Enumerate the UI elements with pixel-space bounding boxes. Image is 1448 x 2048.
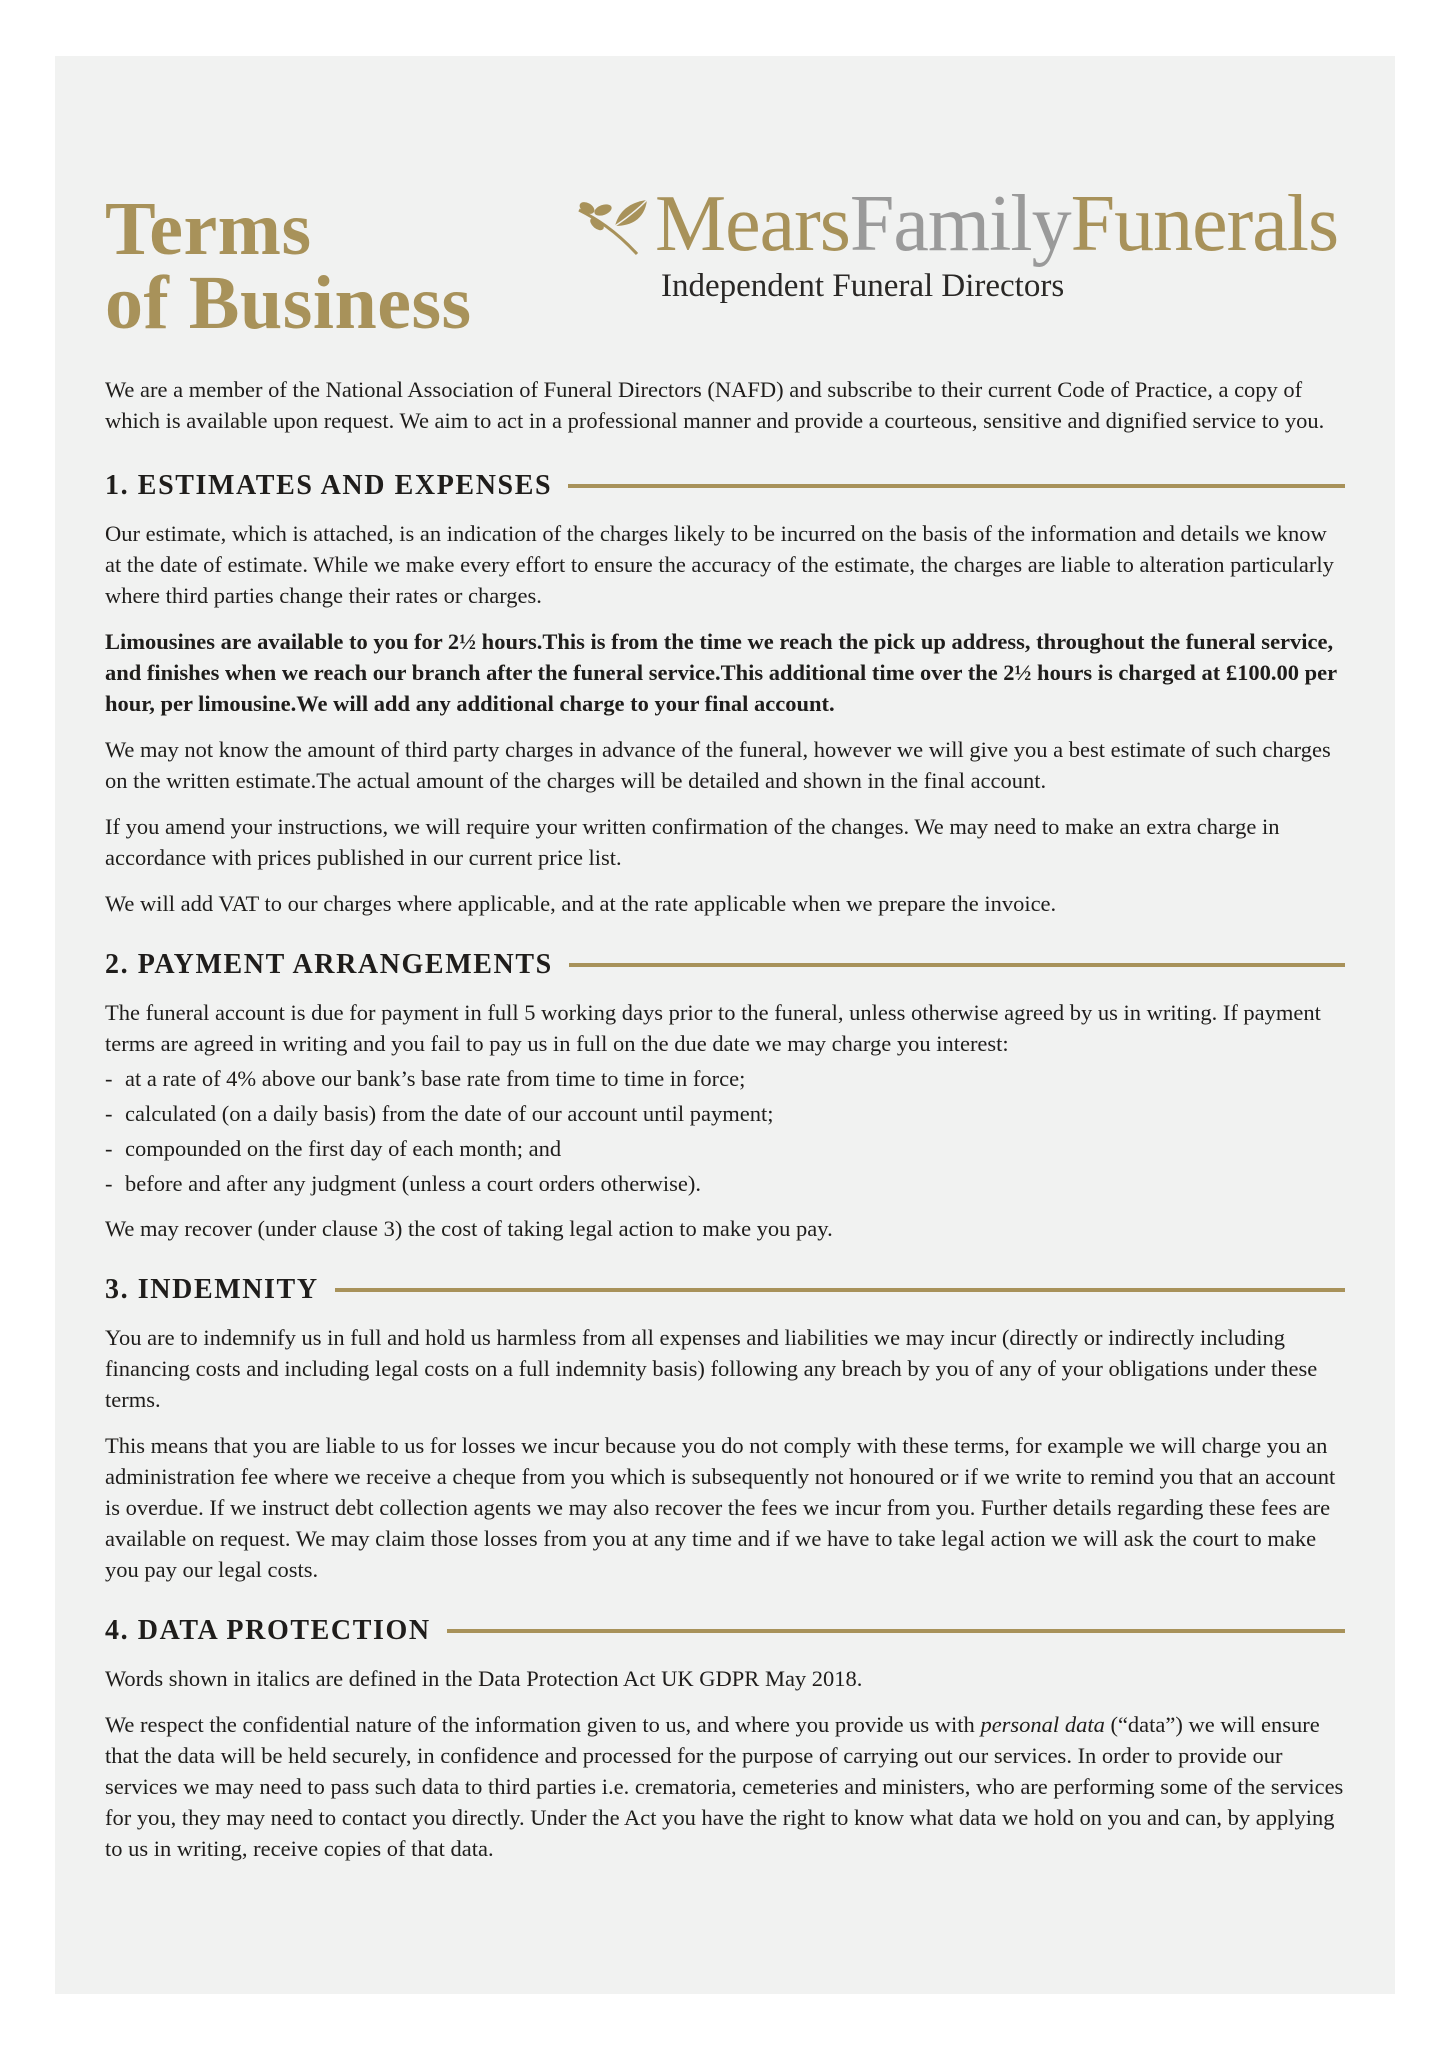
- data-text-before: We respect the confidential nature of the information given to us, and where you provide us with: [105, 1712, 981, 1737]
- heading-rule: [335, 1288, 1345, 1292]
- payment-paragraph-1: The funeral account is due for payment in full 5 working days prior to the funeral, unless otherwise agreed by us in writing. If payment terms are agreed in writing and you fail to pay us in full on the due date we may charge you interest:: [105, 1000, 1321, 1056]
- estimates-paragraph-1: Our estimate, which is attached, is an indication of the charges likely to be incurred on the basis of the information and details we know at the date of estimate. While we make every effort to ensure the accuracy of the estimate, the charges are liable to alteration particularly where third parties change their rates or charges.: [105, 521, 1334, 608]
- logo-word-family: Family: [849, 180, 1071, 268]
- logo-wordmark: [655, 178, 1338, 270]
- logo-tagline: Independent Funeral Directors: [661, 268, 1065, 304]
- estimates-paragraph-4: If you amend your instructions, we will require your written confirmation of the changes. We may need to make an extra charge in accordance with prices published in our current price list.: [105, 814, 1280, 870]
- data-protection-paragraph-2: [105, 1709, 1345, 1864]
- estimates-paragraph-3: We may not know the amount of third party charges in advance of the funeral, however we will give you a best estimate of such charges on the written estimate.The actual amount of the charges will be detailed and shown in the final account.: [105, 737, 1331, 793]
- limousine-paragraph: Limousines are available to you for 2½ hours.This is from the time we reach the pick up address, throughout the funeral service, and finishes when we reach our branch after the funeral service.This additional time over the 2½ hours is charged at £100.00 per hour, per limousine.We will add any additional charge to your final account.: [105, 629, 1337, 716]
- section-heading-estimates: [105, 470, 1345, 502]
- list-item: - compounded on the first day of each month; and: [105, 1131, 1345, 1166]
- intro-paragraph: We are a member of the National Association of Funeral Directors (NAFD) and subscribe to their current Code of Practice, a copy of which is available upon request. We aim to act in a professional manner and provide a courteous, sensitive and dignified service to you.: [105, 377, 1325, 433]
- section-heading-data-protection: [105, 1615, 1345, 1647]
- list-item: - calculated (on a daily basis) from the date of our account until payment;: [105, 1096, 1345, 1131]
- list-item: - before and after any judgment (unless a court orders otherwise).: [105, 1166, 1345, 1201]
- title-line-2: of Business: [105, 261, 472, 345]
- data-text-after: (“data”) we will ensure that the data will be held securely, in confidence and processed for the purpose of carrying out our services. In order to provide our services we may need to pass such data to third parties i.e. crematoria, cemeteries and ministers, who are performing some of the services for you, they may need to contact you directly. Under the Act you have the right to know what data we hold on you and can, by applying to us in writing, receive copies of that data.: [105, 1712, 1344, 1861]
- leaf-sprig-icon: [575, 196, 653, 258]
- page-title: [105, 187, 472, 345]
- company-logo: [575, 180, 1355, 318]
- payment-paragraph-2: We may recover (under clause 3) the cost of taking legal action to make you pay.: [105, 1216, 833, 1241]
- personal-data-term: personal data: [980, 1712, 1105, 1737]
- list-item: - at a rate of 4% above our bank’s base rate from time to time in force;: [105, 1061, 1345, 1096]
- section-title: 1. ESTIMATES AND EXPENSES: [105, 470, 553, 501]
- data-protection-paragraph-1: Words shown in italics are defined in the Data Protection Act UK GDPR May 2018.: [105, 1666, 863, 1691]
- logo-word-mears: Mears: [655, 180, 850, 268]
- estimates-paragraph-5: We will add VAT to our charges where applicable, and at the rate applicable when we prepare the invoice.: [105, 891, 1057, 916]
- logo-word-funerals: Funerals: [1070, 180, 1339, 268]
- document-page: [55, 56, 1395, 1994]
- section-title: 3. INDEMNITY: [105, 1274, 319, 1305]
- section-heading-indemnity: [105, 1274, 1345, 1306]
- indemnity-paragraph-1: You are to indemnify us in full and hold us harmless from all expenses and liabilities we may incur (directly or indirectly including financing costs and including legal costs on a full indemnity basis) following any breach by you of any of your obligations under these terms.: [105, 1325, 1318, 1412]
- section-title: 4. DATA PROTECTION: [105, 1615, 431, 1646]
- indemnity-paragraph-2: This means that you are liable to us for losses we incur because you do not comply with these terms, for example we will charge you an administration fee where we receive a cheque from you which is subsequently not honoured or if we write to remind you that an account is overdue. If we instruct debt collection agents we may also recover the fees we incur from you. Further details regarding these fees are available on request. We may claim those losses from you at any time and if we have to take legal action we will ask the court to make you pay our legal costs.: [105, 1433, 1336, 1582]
- heading-rule: [568, 484, 1345, 488]
- heading-rule: [447, 1629, 1345, 1633]
- heading-rule: [569, 963, 1345, 967]
- section-title: 2. PAYMENT ARRANGEMENTS: [105, 949, 553, 980]
- section-heading-payment: [105, 949, 1345, 981]
- interest-list: [105, 1061, 1345, 1201]
- title-line-1: Terms: [105, 187, 312, 271]
- document-content: [105, 132, 1345, 1879]
- document-header: [105, 132, 1345, 344]
